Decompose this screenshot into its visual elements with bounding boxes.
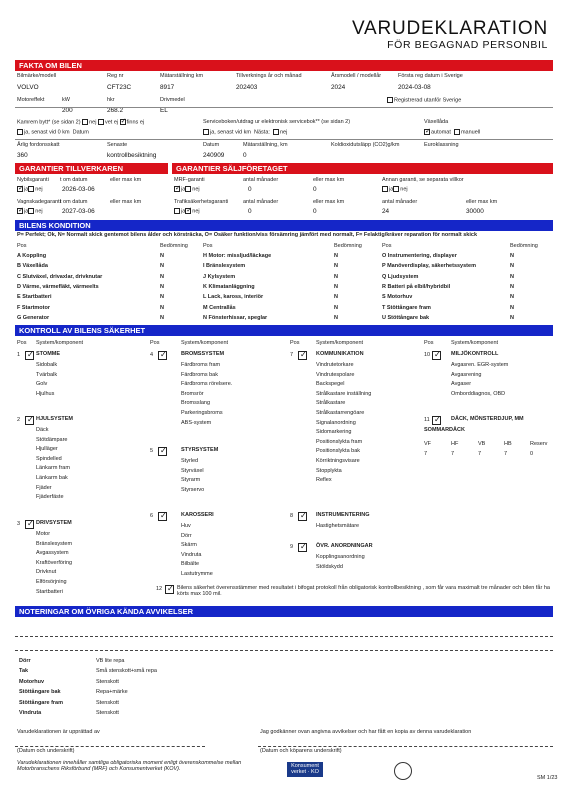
- group-item: Parkeringsbroms: [181, 410, 223, 416]
- group-item: Fjäderfäste: [36, 494, 64, 501]
- mrf-man: 0: [248, 186, 252, 193]
- kontroll-system-head: System/komponent: [316, 340, 364, 346]
- group-item: Färdbroms bak: [181, 371, 218, 378]
- kondition-item-value: N: [160, 273, 164, 280]
- group-number: 9: [290, 544, 294, 550]
- note-12-text: Bilens säkerhet överensstämmer med resultatet i bifogat protokoll från obligatorisk kontrollbesiktning , som får vara maximalt tre månader och bilen får ha körts max 100 mil.: [177, 585, 550, 598]
- kontroll-pos-head: Pos: [150, 340, 160, 346]
- tire-head: HF: [451, 441, 459, 447]
- kondition-item-value: N: [334, 314, 338, 321]
- group-title: ÖVR. ANORDNINGAR: [316, 543, 373, 549]
- kondition-item-value: N: [334, 294, 338, 301]
- form-subtitle: FÖR BEGAGNAD PERSONBIL: [387, 39, 548, 51]
- kamrem-finnsej-checkbox[interactable]: [120, 119, 126, 125]
- annan2-man-label: antal månader: [382, 199, 418, 205]
- trafik-man-label: antal månader: [243, 199, 279, 205]
- group-title: BROMSSYSTEM: [181, 351, 225, 357]
- group-checkbox[interactable]: [432, 351, 441, 360]
- kondition-item-label: O Instrumentering, displayer: [382, 253, 457, 259]
- fakta-value: CFT23C: [107, 84, 132, 91]
- fakta-heading: FAKTA OM BILEN: [15, 60, 553, 71]
- kondition-item-label: R Batteri på elbil/hybridbil: [382, 283, 451, 290]
- kondition-item-value: N: [160, 304, 164, 311]
- group-item: Vindruta: [181, 551, 202, 558]
- mrf-nej-checkbox[interactable]: [185, 186, 191, 192]
- group-checkbox[interactable]: [25, 351, 34, 360]
- group-item: Strålkastarrengöare: [316, 410, 365, 416]
- service-label: Serviceboken/utdrag ur elektronisk servicebok** (se sidan 2): [203, 119, 351, 125]
- kamrem-label: Kamrem bytt* (se sidan 2) nej vet ej ✓ finns ej: [17, 119, 144, 126]
- kontroll-system-head: System/komponent: [181, 340, 229, 346]
- kondition-item-value: N: [510, 283, 514, 290]
- group-item: Färdbroms fram: [181, 362, 221, 368]
- kondition-item-label: E Startbatteri: [17, 294, 52, 301]
- group-item: Elförsörjning: [36, 579, 67, 585]
- notering-key: Motorhuv: [19, 678, 45, 685]
- kondition-item-label: C Slutväxel, drivaxlar, drivknutar: [17, 273, 103, 280]
- k-bed-1: Bedömning: [160, 243, 188, 249]
- notering-key: Tak: [19, 668, 29, 675]
- group-item: Bränslesystem: [36, 540, 73, 547]
- group-item: Kopplingsanordning: [316, 554, 365, 560]
- nybil-km-label: eller max km: [110, 177, 142, 183]
- group-item: Färdbroms rörelsere.: [181, 381, 233, 388]
- vagn-km-label: eller max km: [110, 199, 142, 205]
- registrerad-utanfor[interactable]: Registrerad utanför Sverige: [387, 97, 461, 104]
- fakta-value: 360: [17, 152, 28, 159]
- mrf-seal-icon: [394, 762, 412, 780]
- kontroll-pos-head: Pos: [424, 340, 434, 346]
- fakta-label: hkr: [107, 97, 115, 103]
- group-item: Däck: [36, 427, 49, 433]
- group-item: Stötdämpare: [36, 436, 68, 443]
- kondition-item-value: N: [334, 283, 338, 290]
- trafik-nej-checkbox[interactable]: [185, 208, 191, 214]
- annan-label: Annan garanti, se separata villkor: [382, 177, 464, 183]
- fakta-label: Euroklassning: [424, 142, 459, 148]
- group-item: Avgassystem: [36, 550, 69, 557]
- group-item: Lastutrymme: [181, 571, 213, 577]
- tire-head: VF: [424, 441, 432, 447]
- kondition-item-label: H Motor: missljud/läckage: [203, 253, 272, 259]
- notering-key: Stöttångare fram: [19, 699, 64, 706]
- kontroll-pos-head: Pos: [290, 340, 300, 346]
- group-item: Reflex: [316, 477, 332, 484]
- group-item: Bilbälte: [181, 561, 200, 568]
- kondition-item-value: N: [334, 263, 338, 270]
- group-title: KAROSSERI: [181, 512, 214, 518]
- kondition-item-label: L Lack, kaross, interiör: [203, 294, 264, 301]
- group-item: Signalanordning: [316, 419, 356, 426]
- group-title: DRIVSYSTEM: [36, 520, 72, 526]
- group-number: 11: [424, 417, 430, 423]
- notering-value: VB lite repa: [96, 658, 125, 664]
- kondition-item-label: Q Ljudsystem: [382, 273, 419, 280]
- k-pos-1: Pos: [17, 243, 27, 249]
- fakta-value: 268.2: [107, 107, 123, 114]
- garanti-tillverkaren-heading: GARANTIER TILLVERKAREN: [15, 163, 168, 174]
- annan-ja-checkbox[interactable]: [382, 186, 388, 192]
- footer-right-title: Jag godkänner ovan angivna avvikelser och har fått en kopia av denna varudeklaration: [260, 729, 472, 735]
- annan2-man: 24: [382, 208, 390, 215]
- kondition-heading: BILENS KONDITION: [15, 220, 553, 231]
- nybil-label: Nybilsgaranti: [17, 177, 49, 183]
- k-pos-2: Pos: [203, 243, 213, 249]
- fakta-label: Koldioxidutsläpp (CO2)g/km: [331, 142, 400, 148]
- fakta-value: 0: [243, 152, 247, 159]
- group-item: Bromsrör: [181, 390, 204, 397]
- kamrem-ja: ja, senast vid 0 km Datum: [17, 129, 89, 136]
- fakta-value: kontrollbesiktning: [107, 152, 157, 159]
- tire-head: Reserv: [530, 441, 548, 447]
- kontroll-system-head: System/komponent: [451, 340, 499, 346]
- vagn-ja-nej: ✓ja nej: [17, 208, 43, 215]
- group-item: Avgaser: [451, 381, 472, 388]
- annan2-km: 30000: [466, 208, 484, 215]
- kondition-item-value: N: [160, 263, 164, 270]
- notering-value: Stenskott: [96, 710, 119, 716]
- service-ja-checkbox[interactable]: [203, 129, 209, 135]
- group-title: STYRSYSTEM: [181, 447, 219, 453]
- fakta-value: 202403: [236, 84, 258, 91]
- kondition-item-value: N: [510, 263, 514, 270]
- kondition-item-label: D Värme, värmefläkt, värmeelts: [17, 283, 99, 290]
- group-item: Strålkastare inställning: [316, 390, 372, 397]
- group-item: Omborddiagnos, OBD: [451, 390, 506, 397]
- kondition-item-value: N: [334, 253, 338, 259]
- registrerad-checkbox[interactable]: [387, 97, 393, 103]
- k-bed-3: Bedömning: [510, 243, 538, 249]
- tire-value: 0: [530, 451, 534, 457]
- vagn-date: 2027-03-06: [62, 208, 95, 215]
- group-item: Huv: [181, 523, 191, 529]
- group-item: Körriktningsvisare: [316, 458, 360, 464]
- mrf-ja-checkbox[interactable]: [174, 186, 180, 192]
- footer-left-sign: (Datum och underskrift): [17, 748, 75, 754]
- group-item: Dörr: [181, 532, 192, 539]
- service-nej-checkbox[interactable]: [273, 129, 279, 135]
- kondition-item-value: N: [160, 314, 164, 321]
- kondition-item-value: N: [160, 253, 164, 259]
- group-item: Skärm: [181, 542, 197, 549]
- group-item: Positionslykta fram: [316, 438, 363, 445]
- group-number: 10: [424, 352, 431, 358]
- group-checkbox[interactable]: [432, 416, 441, 425]
- group-item: Tvärbalk: [36, 371, 58, 378]
- notering-value: Små stenskott+små repa: [96, 668, 157, 675]
- annan-nej-checkbox[interactable]: [393, 186, 399, 192]
- kondition-item-value: N: [160, 294, 164, 301]
- group-item: Spindelled: [36, 455, 62, 462]
- fakta-value: EL: [160, 107, 168, 114]
- group-item: Hastighetsmätare: [316, 523, 360, 529]
- kondition-item-label: F Startmotor: [17, 304, 50, 311]
- kondition-item-label: G Generator: [17, 314, 50, 321]
- group-item: Hjulläger: [36, 446, 58, 453]
- fakta-label: Mätarställning km: [160, 73, 204, 79]
- kondition-item-value: N: [510, 273, 514, 280]
- group-item: Vindrutespolare: [316, 371, 355, 378]
- group-item: Drivknut: [36, 569, 57, 576]
- kondition-item-label: A Koppling: [17, 253, 47, 259]
- trafik-km-label: eller max km: [313, 199, 345, 205]
- kondition-item-value: N: [160, 283, 164, 290]
- automat-checkbox[interactable]: [424, 129, 430, 135]
- group-item: Länkarm fram: [36, 465, 70, 472]
- kondition-item-label: T Stöttångare fram: [382, 304, 431, 311]
- fakta-value: 2024-03-08: [398, 84, 431, 91]
- group-number: 4: [150, 352, 154, 358]
- group-item: Motor: [36, 531, 51, 537]
- noteringar-heading: NOTERINGAR OM ÖVRIGA KÄNDA AVVIKELSER: [15, 606, 553, 617]
- kondition-item-label: N Fönsterhissar, speglar: [203, 314, 268, 321]
- notering-key: Dörr: [19, 658, 31, 664]
- kondition-item-value: N: [510, 294, 514, 301]
- kondition-item-value: N: [510, 314, 514, 321]
- nybil-tom-label: t om datum: [60, 177, 88, 183]
- vagn-ja-checkbox[interactable]: [17, 208, 23, 214]
- group-number: 3: [17, 521, 21, 527]
- group-title: KOMMUNIKATION: [316, 351, 364, 357]
- vagn-tom-label: t om datum: [60, 199, 88, 205]
- group-checkbox[interactable]: [25, 520, 34, 529]
- group-item: Kraftöverföring: [36, 559, 73, 566]
- group-item: Styrled: [181, 458, 199, 464]
- kontroll-system-head: System/komponent: [36, 340, 84, 346]
- group-checkbox[interactable]: [158, 351, 167, 360]
- group-item: Styrväxel: [181, 467, 204, 474]
- tire-value: 7: [478, 451, 482, 457]
- kamrem-ja-checkbox[interactable]: [17, 129, 23, 135]
- group-checkbox[interactable]: [158, 512, 167, 521]
- group-item: Bromsslang: [181, 400, 211, 407]
- k-pos-3: Pos: [382, 243, 392, 249]
- group-title: HJULSYSTEM: [36, 416, 73, 422]
- trafik-label: Trafiksäkerhetsgaranti: [174, 199, 229, 205]
- fakta-label: Reg nr: [107, 73, 124, 79]
- mrf-km: 0: [313, 186, 317, 193]
- nybil-date: 2026-03-06: [62, 186, 95, 193]
- garanti-salj-heading: GARANTIER SÄLJFÖRETAGET: [172, 163, 553, 174]
- kondition-item-label: J Kylsystem: [203, 273, 236, 280]
- group-checkbox[interactable]: [25, 416, 34, 425]
- mrf-km-label: eller max km: [313, 177, 345, 183]
- kondition-item-label: K Klimatanläggning: [203, 283, 255, 290]
- group-number: 1: [17, 352, 21, 358]
- mrf-man-label: antal månader: [243, 177, 279, 183]
- group-item: Stopplykta: [316, 467, 342, 474]
- fakta-label: Tillverknings år och månad: [236, 73, 302, 79]
- tire-head: VB: [478, 441, 486, 447]
- group-number: 7: [290, 352, 294, 358]
- konsumentverket-logo: Konsument verket · KO: [287, 762, 323, 777]
- vagn-label: Vagnskadegaranti: [17, 199, 61, 205]
- annan2-km-label: eller max km: [466, 199, 498, 205]
- group-item: Sidobalk: [36, 362, 58, 368]
- tire-value: 7: [504, 451, 508, 457]
- group-number: 8: [290, 513, 294, 519]
- group-checkbox[interactable]: [298, 351, 307, 360]
- notering-key: Stöttångare bak: [19, 689, 61, 696]
- group-item: Fjäder: [36, 484, 52, 491]
- group-item: Hjulhus: [36, 390, 55, 397]
- trafik-ja-checkbox[interactable]: [174, 208, 180, 214]
- nybil-ja-checkbox[interactable]: [17, 186, 23, 192]
- group-title: INSTRUMENTERING: [316, 512, 370, 518]
- group-item: Positionslykta bak: [316, 448, 361, 455]
- group-item: Backspegel: [316, 381, 345, 388]
- notering-value: Stenskott: [96, 678, 119, 685]
- group-item: Startbatteri: [36, 588, 63, 595]
- kondition-item-label: U Stöttångare bak: [382, 314, 430, 321]
- kondition-item-value: N: [334, 273, 338, 280]
- tire-value: 7: [451, 451, 455, 457]
- kondition-item-label: S Motorhuv: [382, 294, 413, 301]
- nybil-ja-nej: ✓ja nej: [17, 186, 43, 193]
- tire-value: 7: [424, 451, 428, 457]
- group-item: Stöldskydd: [316, 563, 343, 570]
- fakta-label: Första reg datum i Sverige: [398, 73, 463, 79]
- note-12-num: 12: [156, 586, 163, 592]
- group-title: MILJÖKONTROLL: [451, 351, 499, 357]
- trafik-ja-nej: ja✓ nej: [174, 208, 200, 215]
- trafik-km: 0: [313, 208, 317, 215]
- group-number: 6: [150, 513, 154, 519]
- annan-ja-nej: ja nej: [382, 186, 408, 193]
- kondition-item-label: P Manöverdisplay, säkerhetssystem: [382, 263, 476, 270]
- kondition-item-value: N: [510, 304, 514, 311]
- group-item: Golv: [36, 381, 48, 388]
- kamrem-vetej-checkbox[interactable]: [98, 119, 104, 125]
- fakta-label: Drivmedel: [160, 97, 185, 103]
- fakta-value: 240909: [203, 152, 225, 159]
- fakta-label: Mätarställning, km: [243, 142, 288, 148]
- notering-value: Stenskott: [96, 699, 119, 706]
- footer-disclaimer: Varudeklarationen innehåller samtliga obligatoriska moment enligt överenskommelse mellan Motorbranschens Riksförbund (MRF) och Konsumentverket (KOV).: [17, 760, 242, 773]
- group-item: Strålkastare: [316, 400, 346, 407]
- group-title: DÄCK, MÖNSTERDJUP, MM: [451, 416, 524, 422]
- fakta-value: VOLVO: [17, 84, 39, 91]
- group-checkbox[interactable]: [298, 543, 307, 552]
- k-bed-2: Bedömning: [334, 243, 362, 249]
- fakta-value: 200: [62, 107, 73, 114]
- tire-head: HB: [504, 441, 512, 447]
- fakta-value: 2024: [331, 84, 346, 91]
- kontroll-heading: KONTROLL AV BILENS SÄKERHET: [15, 325, 553, 336]
- group-item: Sidomarkering: [316, 429, 352, 436]
- kondition-item-label: B Växellåda: [17, 263, 48, 270]
- group-item: Vindrutetorkare: [316, 362, 354, 368]
- mrf-ja-nej: ✓ja nej: [174, 186, 200, 193]
- kondition-legend: P= Perfekt; Ok, N= Normalt skick gentemot bilens ålder och körsträcka, O= Osäker funktion/viss försämring jämfört med normalt, F= Felaktig/kräver reparation för normalt skick: [17, 232, 478, 238]
- group-item: Styrarm: [181, 477, 201, 484]
- vaxellada-opts: ✓automat manuell: [424, 129, 480, 136]
- fakta-label: Bilmärke/modell: [17, 73, 57, 79]
- notering-value: Repa+märke: [96, 689, 128, 696]
- note-12-checkbox[interactable]: [165, 585, 174, 594]
- mrf-label: MRF-garanti: [174, 177, 205, 183]
- group-item: ABS-system: [181, 419, 212, 426]
- form-code: SM 1/23: [537, 775, 558, 781]
- kontroll-pos-head: Pos: [17, 340, 27, 346]
- fakta-label: Motoreffekt: [17, 97, 45, 103]
- group-title: STOMME: [36, 351, 61, 357]
- service-ja: ja, senast vid km Nästa: nej: [203, 129, 287, 136]
- fakta-label: Årsmodell / modellår: [331, 73, 382, 79]
- group-item: Styrservo: [181, 486, 205, 493]
- notering-key: Vindruta: [19, 710, 42, 716]
- kondition-item-value: N: [510, 253, 514, 259]
- group-number: 2: [17, 417, 21, 423]
- footer-right-sign: (Datum och köparens underskrift): [260, 748, 342, 754]
- vaxellada-label: Växellåda: [424, 119, 449, 125]
- group-item: Länkarm bak: [36, 475, 68, 481]
- group-checkbox[interactable]: [298, 512, 307, 521]
- kamrem-nej-checkbox[interactable]: [82, 119, 88, 125]
- vagn-nej-checkbox[interactable]: [28, 208, 34, 214]
- group-item: Avgasren. EGR-system: [451, 362, 509, 368]
- nybil-nej-checkbox[interactable]: [28, 186, 34, 192]
- group-number: 5: [150, 448, 154, 454]
- sommardack-label: SOMMARDÄCK: [424, 427, 465, 433]
- manuell-checkbox[interactable]: [454, 129, 460, 135]
- form-title: VARUDEKLARATION: [351, 18, 548, 39]
- kondition-item-label: M Centrallås: [203, 304, 236, 311]
- group-checkbox[interactable]: [158, 447, 167, 456]
- fakta-label: Årlig fordonsskatt: [17, 142, 60, 148]
- fakta-label: kW: [62, 97, 70, 103]
- group-item: Avgasrening: [451, 371, 482, 378]
- trafik-man: 0: [248, 208, 252, 215]
- fakta-label: Datum: [203, 142, 220, 148]
- kondition-item-value: N: [334, 304, 338, 311]
- kondition-item-label: I Bränslesystem: [203, 263, 246, 270]
- fakta-value: 8917: [160, 84, 175, 91]
- footer-left-title: Varudeklarationen är upprättad av: [17, 729, 100, 735]
- fakta-label: Senaste: [107, 142, 128, 148]
